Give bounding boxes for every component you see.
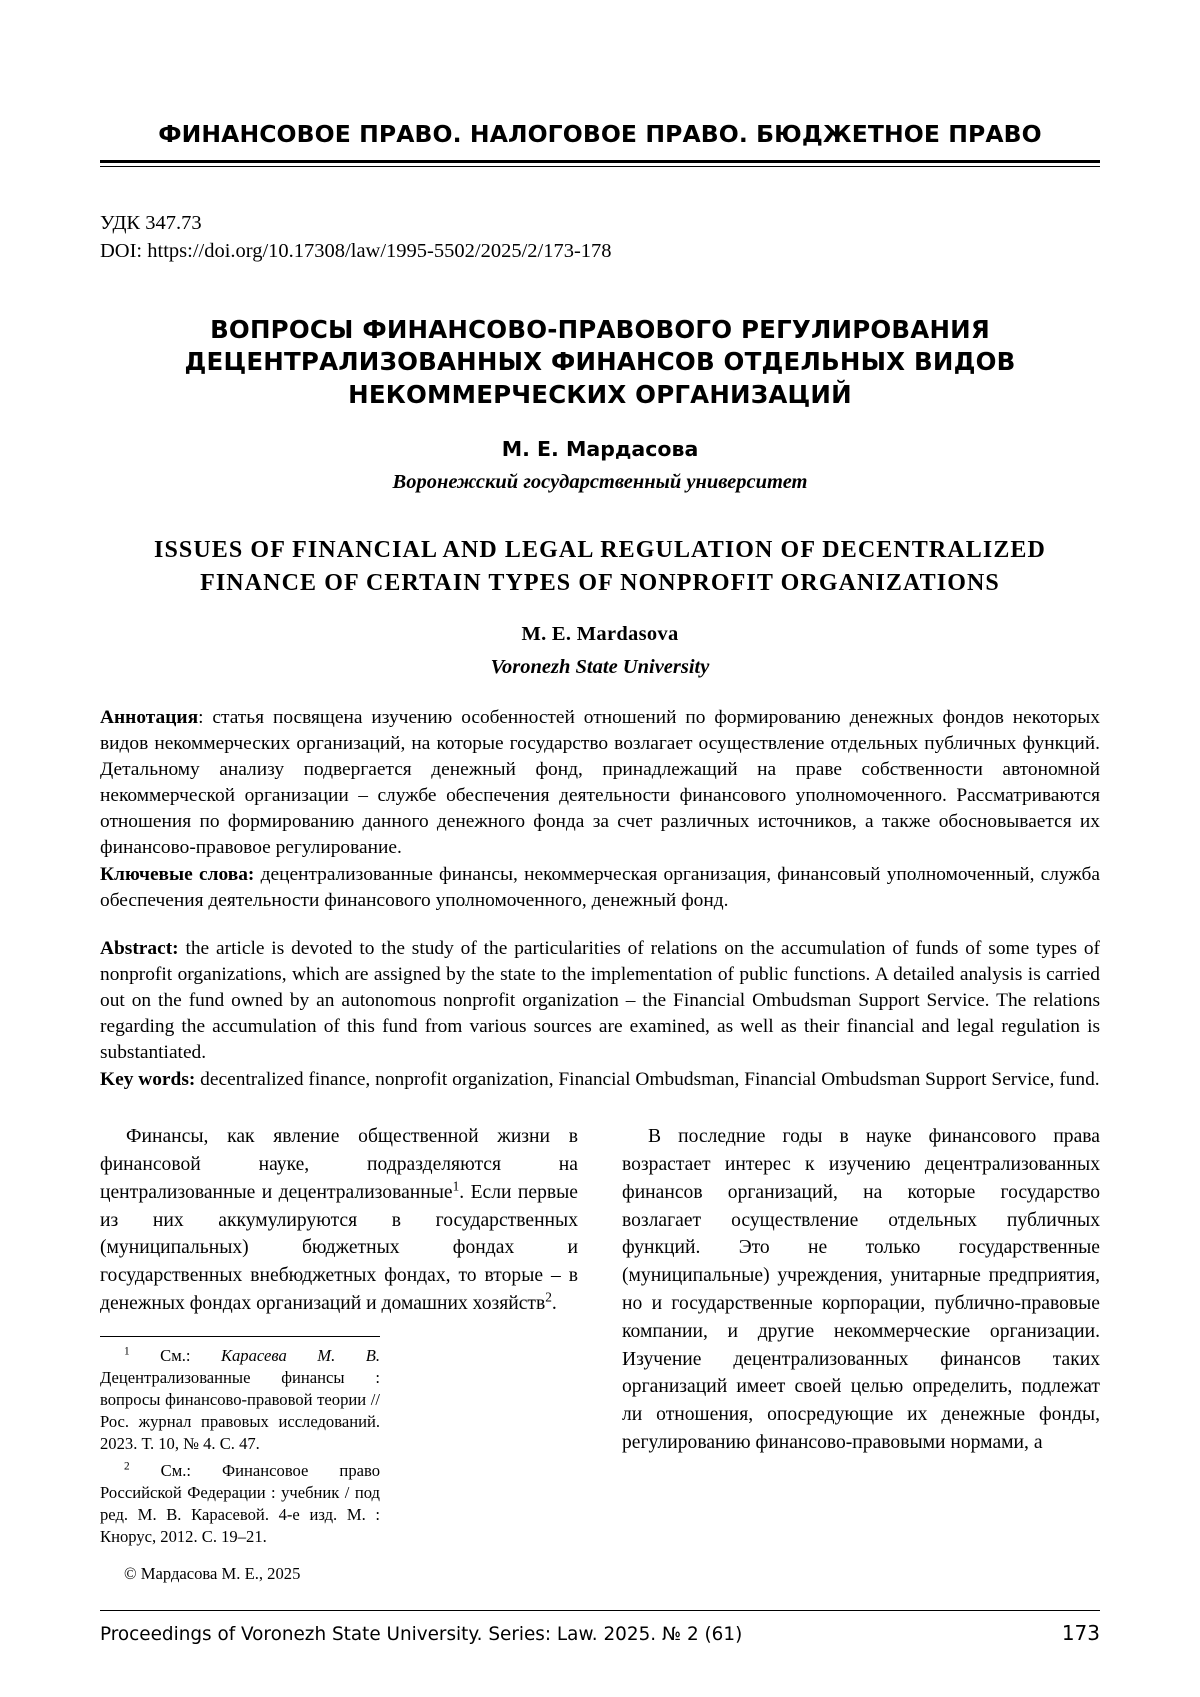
keywords-ru-text: децентрализованные финансы, некоммерческая организация, финансовый уполномоченный, служба обеспечения деятельности финансового уполномоченного, денежный фонд.	[100, 864, 1101, 912]
title-russian: ВОПРОСЫ ФИНАНСОВО-ПРАВОВОГО РЕГУЛИРОВАНИЯ ДЕЦЕНТРАЛИЗОВАННЫХ ФИНАНСОВ ОТДЕЛЬНЫХ ВИДОВ НЕКОММЕРЧЕСКИХ ОРГАНИЗАЦИЙ	[184, 314, 1016, 409]
abstract-english	[100, 936, 1100, 1093]
footnote-2	[100, 1460, 380, 1548]
footnote-1-prefix: См.:	[129, 1345, 221, 1365]
author-english: M. E. Mardasova	[521, 623, 679, 646]
copyright-line: © Мардасова М. Е., 2025	[124, 1564, 301, 1584]
footnote-1-author: Карасева М. В.	[220, 1345, 380, 1365]
keywords-ru-label: Ключевые слова:	[100, 864, 255, 886]
footnote-ref-1: 1	[452, 1178, 460, 1194]
abstract-en-text: the article is devoted to the study of the particularities of relations on the accumulation of funds of some types of nonprofit organizations, which are assigned by the state to the implementation of public functions. A detailed analysis is carried out on the fund owned by an autonomous nonprofit organization – the Financial Ombudsman Support Service. The relations regarding the accumulation of this fund from various sources are examined, as well as their financial and legal regulation is substantiated.	[100, 938, 1100, 1064]
author-russian: М. Е. Мардасова	[501, 437, 699, 462]
footnote-2-text: См.: Финансовое право Российской Федерации : учебник / под ред. М. В. Карасевой. 4-е изд. М. : Кнорус, 2012. С. 19–21.	[100, 1461, 380, 1547]
abstract-ru-text: : статья посвящена изучению особенностей отношений по формированию денежных фондов некоторых видов некоммерческих организаций, на которые государство возлагает осуществление отдельных публичных функций. Детальному анализу подвергается денежный фонд, принадлежащий на праве собственности автономной некоммерческой организации – службе обеспечения деятельности финансового уполномоченного. Рассматриваются отношения по формированию данного денежного фонда за счет различных источников, а также обосновывается их финансово-правовое регулирование.	[100, 707, 1100, 859]
keywords-en-paragraph	[100, 1067, 1100, 1093]
keywords-en-text: decentralized finance, nonprofit organization, Financial Ombudsman, Financial Ombudsman Support Service, fund.	[195, 1069, 1100, 1091]
footer-page-number: 173	[1061, 1621, 1100, 1645]
keywords-en-label: Key words:	[100, 1069, 196, 1091]
abstract-en-label: Abstract:	[100, 938, 179, 960]
footnotes-block	[100, 1336, 380, 1586]
body-paragraph-right: В последние годы в науке финансового права возрастает интерес к изучению децентрализованных финансов организаций, на которые государство возлагает осуществление отдельных публичных функций. Это не только государственные (муниципальные) учреждения, унитарные предприятия, но и государственные корпорации, публично-правовые компании, и другие некоммерческие организации. Изучение децентрализованных финансов таких организаций имеет своей целью определить, подлежат ли отношения, опосредующие их денежные фонды, регулированию финансово-правовыми нормами, а	[622, 1126, 1100, 1454]
body-columns	[100, 1123, 1100, 1586]
body-left-part1: Финансы, как явление общественной жизни в финансовой науке, подразделяются на централизованные и децентрализованные	[100, 1126, 578, 1203]
section-header: ФИНАНСОВОЕ ПРАВО. НАЛОГОВОЕ ПРАВО. БЮДЖЕТНОЕ ПРАВО	[100, 120, 1100, 163]
body-left-part2: . Если первые из них аккумулируются в государственных (муниципальных) бюджетных фондах и государственных внебюджетных фондах, то вторые – в денежных фондах организаций и домашних хозяйств	[100, 1181, 579, 1314]
article-meta	[100, 209, 1100, 266]
abstract-ru-label: Аннотация	[100, 707, 199, 729]
header-divider	[100, 166, 1100, 167]
footnote-1-rest: Децентрализованные финансы : вопросы финансово-правовой теории // Рос. журнал правовых исследований. 2023. Т. 10, № 4. С. 47.	[100, 1367, 380, 1454]
title-english: ISSUES OF FINANCIAL AND LEGAL REGULATION OF DECENTRALIZED FINANCE OF CERTAIN TYPES OF NONPROFIT ORGANIZATIONS	[154, 537, 1046, 596]
udk-code: УДК 347.73	[100, 212, 202, 234]
doi-line: DOI: https://doi.org/10.17308/law/1995-5502/2025/2/173-178	[100, 240, 612, 263]
affiliation-english: Voronezh State University	[490, 656, 710, 679]
affiliation-russian: Воронежский государственный университет	[392, 471, 808, 494]
footnote-1-marker: 1	[124, 1345, 130, 1358]
footnote-2-marker: 2	[124, 1460, 130, 1473]
footer-journal: Proceedings of Voronezh State University. Series: Law. 2025. № 2 (61)	[100, 1624, 743, 1645]
abstract-ru-paragraph	[100, 705, 1100, 861]
footnote-1	[100, 1345, 380, 1455]
footnote-ref-2: 2	[545, 1289, 552, 1305]
column-left	[100, 1123, 578, 1586]
abstract-en-paragraph	[100, 936, 1100, 1066]
body-left-part3: .	[551, 1292, 557, 1314]
section-header-block	[100, 120, 1100, 167]
abstract-russian	[100, 705, 1100, 914]
body-paragraph-left	[100, 1123, 578, 1318]
column-right	[622, 1123, 1100, 1586]
page-footer	[100, 1610, 1100, 1645]
keywords-ru-paragraph	[100, 862, 1100, 914]
